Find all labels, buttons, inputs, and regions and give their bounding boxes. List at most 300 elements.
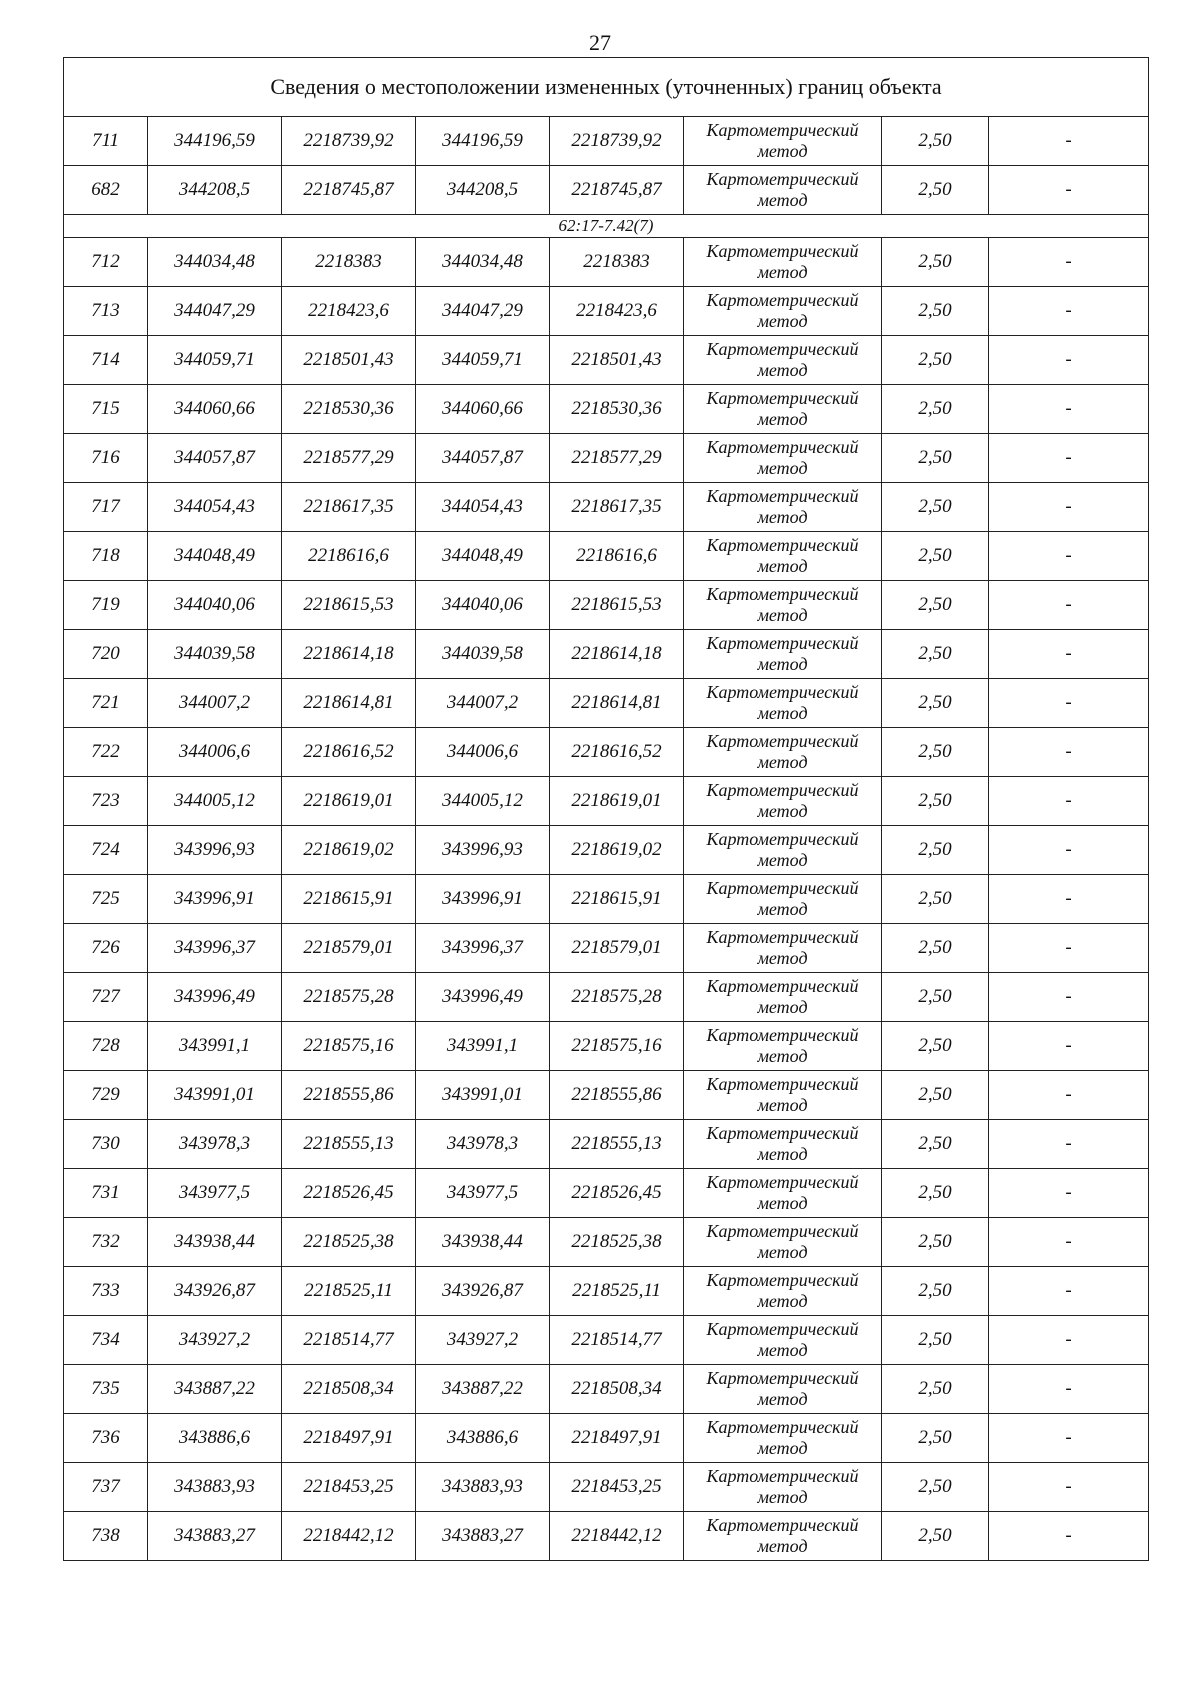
y-existing-cell: 2218739,92	[282, 117, 416, 166]
x-existing-cell: 344060,66	[148, 385, 282, 434]
table-row	[64, 1169, 1149, 1218]
y-existing-cell: 2218619,01	[282, 777, 416, 826]
y-new-cell: 2218555,13	[550, 1120, 684, 1169]
y-existing-cell: 2218508,34	[282, 1365, 416, 1414]
y-existing-cell: 2218530,36	[282, 385, 416, 434]
table-row	[64, 1463, 1149, 1512]
y-new-cell: 2218530,36	[550, 385, 684, 434]
point-number-cell: 726	[64, 924, 148, 973]
method-line2: метод	[757, 360, 808, 380]
x-existing-cell: 344007,2	[148, 679, 282, 728]
x-new-cell: 344006,6	[416, 728, 550, 777]
y-new-cell: 2218423,6	[550, 287, 684, 336]
accuracy-cell: 2,50	[882, 434, 989, 483]
point-number-cell: 735	[64, 1365, 148, 1414]
y-new-cell: 2218508,34	[550, 1365, 684, 1414]
method-line1: Картометрический	[706, 1270, 859, 1290]
y-new-cell: 2218579,01	[550, 924, 684, 973]
x-existing-cell: 344047,29	[148, 287, 282, 336]
method-cell	[684, 166, 882, 215]
accuracy-cell: 2,50	[882, 1512, 989, 1561]
point-number-cell: 729	[64, 1071, 148, 1120]
accuracy-cell: 2,50	[882, 287, 989, 336]
method-line1: Картометрический	[706, 120, 859, 140]
x-new-cell: 343996,37	[416, 924, 550, 973]
note-cell: -	[989, 1316, 1149, 1365]
y-existing-cell: 2218497,91	[282, 1414, 416, 1463]
method-cell	[684, 924, 882, 973]
point-number-cell: 738	[64, 1512, 148, 1561]
x-new-cell: 344196,59	[416, 117, 550, 166]
note-cell: -	[989, 1414, 1149, 1463]
y-new-cell: 2218497,91	[550, 1414, 684, 1463]
method-line2: метод	[757, 997, 808, 1017]
accuracy-cell: 2,50	[882, 1267, 989, 1316]
method-cell	[684, 385, 882, 434]
y-new-cell: 2218614,81	[550, 679, 684, 728]
x-new-cell: 343927,2	[416, 1316, 550, 1365]
y-existing-cell: 2218615,91	[282, 875, 416, 924]
x-new-cell: 343991,1	[416, 1022, 550, 1071]
group-label: 62:17-7.42(7)	[64, 215, 1149, 238]
accuracy-cell: 2,50	[882, 385, 989, 434]
point-number-cell: 733	[64, 1267, 148, 1316]
method-cell	[684, 1169, 882, 1218]
note-cell: -	[989, 875, 1149, 924]
method-line2: метод	[757, 190, 808, 210]
x-new-cell: 344060,66	[416, 385, 550, 434]
method-line2: метод	[757, 654, 808, 674]
accuracy-cell: 2,50	[882, 679, 989, 728]
x-existing-cell: 344006,6	[148, 728, 282, 777]
method-cell	[684, 117, 882, 166]
accuracy-cell: 2,50	[882, 777, 989, 826]
point-number-cell: 682	[64, 166, 148, 215]
method-cell	[684, 1267, 882, 1316]
accuracy-cell: 2,50	[882, 1218, 989, 1267]
y-existing-cell: 2218614,18	[282, 630, 416, 679]
method-line2: метод	[757, 507, 808, 527]
method-cell	[684, 875, 882, 924]
method-cell	[684, 1512, 882, 1561]
x-new-cell: 343883,93	[416, 1463, 550, 1512]
accuracy-cell: 2,50	[882, 1169, 989, 1218]
method-line1: Картометрический	[706, 339, 859, 359]
method-line1: Картометрический	[706, 535, 859, 555]
method-cell	[684, 777, 882, 826]
note-cell: -	[989, 336, 1149, 385]
table-row	[64, 679, 1149, 728]
point-number-cell: 734	[64, 1316, 148, 1365]
y-new-cell: 2218442,12	[550, 1512, 684, 1561]
method-line2: метод	[757, 801, 808, 821]
point-number-cell: 723	[64, 777, 148, 826]
point-number-cell: 718	[64, 532, 148, 581]
method-cell	[684, 728, 882, 777]
method-line1: Картометрический	[706, 1466, 859, 1486]
method-line2: метод	[757, 1242, 808, 1262]
note-cell: -	[989, 777, 1149, 826]
note-cell: -	[989, 166, 1149, 215]
x-existing-cell: 343991,1	[148, 1022, 282, 1071]
method-line2: метод	[757, 262, 808, 282]
accuracy-cell: 2,50	[882, 728, 989, 777]
table-row	[64, 1512, 1149, 1561]
method-line1: Картометрический	[706, 780, 859, 800]
x-new-cell: 343996,49	[416, 973, 550, 1022]
method-line2: метод	[757, 899, 808, 919]
x-new-cell: 343978,3	[416, 1120, 550, 1169]
x-new-cell: 343938,44	[416, 1218, 550, 1267]
table-row	[64, 1120, 1149, 1169]
x-existing-cell: 343978,3	[148, 1120, 282, 1169]
accuracy-cell: 2,50	[882, 1120, 989, 1169]
x-new-cell: 344208,5	[416, 166, 550, 215]
method-line1: Картометрический	[706, 1172, 859, 1192]
x-existing-cell: 343996,91	[148, 875, 282, 924]
method-line2: метод	[757, 1144, 808, 1164]
note-cell: -	[989, 117, 1149, 166]
method-cell	[684, 1022, 882, 1071]
point-number-cell: 714	[64, 336, 148, 385]
x-existing-cell: 344057,87	[148, 434, 282, 483]
method-line1: Картометрический	[706, 290, 859, 310]
x-existing-cell: 344039,58	[148, 630, 282, 679]
method-line1: Картометрический	[706, 1319, 859, 1339]
method-line1: Картометрический	[706, 731, 859, 751]
y-existing-cell: 2218619,02	[282, 826, 416, 875]
table-row	[64, 826, 1149, 875]
x-new-cell: 344059,71	[416, 336, 550, 385]
accuracy-cell: 2,50	[882, 924, 989, 973]
method-line1: Картометрический	[706, 1025, 859, 1045]
table-row	[64, 973, 1149, 1022]
y-new-cell: 2218616,52	[550, 728, 684, 777]
accuracy-cell: 2,50	[882, 875, 989, 924]
y-new-cell: 2218383	[550, 238, 684, 287]
table-row	[64, 166, 1149, 215]
y-existing-cell: 2218575,16	[282, 1022, 416, 1071]
accuracy-cell: 2,50	[882, 973, 989, 1022]
method-cell	[684, 581, 882, 630]
y-existing-cell: 2218555,86	[282, 1071, 416, 1120]
y-existing-cell: 2218501,43	[282, 336, 416, 385]
x-existing-cell: 343991,01	[148, 1071, 282, 1120]
x-new-cell: 344040,06	[416, 581, 550, 630]
y-existing-cell: 2218579,01	[282, 924, 416, 973]
y-existing-cell: 2218616,52	[282, 728, 416, 777]
point-number-cell: 722	[64, 728, 148, 777]
method-line2: метод	[757, 141, 808, 161]
x-existing-cell: 344059,71	[148, 336, 282, 385]
x-existing-cell: 343887,22	[148, 1365, 282, 1414]
note-cell: -	[989, 532, 1149, 581]
accuracy-cell: 2,50	[882, 336, 989, 385]
point-number-cell: 721	[64, 679, 148, 728]
method-line2: метод	[757, 1046, 808, 1066]
x-new-cell: 344039,58	[416, 630, 550, 679]
accuracy-cell: 2,50	[882, 1071, 989, 1120]
method-line2: метод	[757, 1536, 808, 1556]
method-line1: Картометрический	[706, 878, 859, 898]
note-cell: -	[989, 1022, 1149, 1071]
x-new-cell: 343996,91	[416, 875, 550, 924]
x-existing-cell: 343938,44	[148, 1218, 282, 1267]
x-new-cell: 343883,27	[416, 1512, 550, 1561]
y-existing-cell: 2218423,6	[282, 287, 416, 336]
point-number-cell: 728	[64, 1022, 148, 1071]
point-number-cell: 727	[64, 973, 148, 1022]
x-new-cell: 344048,49	[416, 532, 550, 581]
method-cell	[684, 532, 882, 581]
y-existing-cell: 2218526,45	[282, 1169, 416, 1218]
note-cell: -	[989, 1512, 1149, 1561]
y-new-cell: 2218615,53	[550, 581, 684, 630]
table-row	[64, 1365, 1149, 1414]
x-new-cell: 343996,93	[416, 826, 550, 875]
method-cell	[684, 1463, 882, 1512]
point-number-cell: 712	[64, 238, 148, 287]
table-row	[64, 483, 1149, 532]
table-row	[64, 924, 1149, 973]
method-line2: метод	[757, 752, 808, 772]
method-cell	[684, 826, 882, 875]
note-cell: -	[989, 679, 1149, 728]
x-existing-cell: 343883,27	[148, 1512, 282, 1561]
note-cell: -	[989, 385, 1149, 434]
y-new-cell: 2218525,11	[550, 1267, 684, 1316]
point-number-cell: 732	[64, 1218, 148, 1267]
method-cell	[684, 1218, 882, 1267]
y-new-cell: 2218616,6	[550, 532, 684, 581]
table-title: Сведения о местоположении измененных (уточненных) границ объекта	[64, 58, 1149, 117]
accuracy-cell: 2,50	[882, 117, 989, 166]
table-row	[64, 875, 1149, 924]
point-number-cell: 717	[64, 483, 148, 532]
note-cell: -	[989, 728, 1149, 777]
y-new-cell: 2218575,16	[550, 1022, 684, 1071]
x-new-cell: 344005,12	[416, 777, 550, 826]
y-new-cell: 2218501,43	[550, 336, 684, 385]
x-existing-cell: 343996,93	[148, 826, 282, 875]
method-cell	[684, 336, 882, 385]
method-line1: Картометрический	[706, 633, 859, 653]
x-new-cell: 343886,6	[416, 1414, 550, 1463]
x-existing-cell: 344054,43	[148, 483, 282, 532]
y-new-cell: 2218555,86	[550, 1071, 684, 1120]
x-existing-cell: 344005,12	[148, 777, 282, 826]
method-line2: метод	[757, 409, 808, 429]
method-line1: Картометрический	[706, 1368, 859, 1388]
note-cell: -	[989, 630, 1149, 679]
method-line2: метод	[757, 311, 808, 331]
method-line2: метод	[757, 605, 808, 625]
x-new-cell: 344054,43	[416, 483, 550, 532]
method-line2: метод	[757, 1389, 808, 1409]
point-number-cell: 730	[64, 1120, 148, 1169]
table-row	[64, 581, 1149, 630]
method-line1: Картометрический	[706, 927, 859, 947]
accuracy-cell: 2,50	[882, 238, 989, 287]
method-line1: Картометрический	[706, 486, 859, 506]
method-line2: метод	[757, 1193, 808, 1213]
accuracy-cell: 2,50	[882, 1316, 989, 1365]
method-cell	[684, 287, 882, 336]
x-existing-cell: 343927,2	[148, 1316, 282, 1365]
y-existing-cell: 2218383	[282, 238, 416, 287]
method-line1: Картометрический	[706, 241, 859, 261]
method-line2: метод	[757, 1487, 808, 1507]
y-new-cell: 2218739,92	[550, 117, 684, 166]
table-row	[64, 1414, 1149, 1463]
point-number-cell: 736	[64, 1414, 148, 1463]
y-new-cell: 2218614,18	[550, 630, 684, 679]
y-new-cell: 2218615,91	[550, 875, 684, 924]
method-line2: метод	[757, 458, 808, 478]
x-new-cell: 343926,87	[416, 1267, 550, 1316]
point-number-cell: 724	[64, 826, 148, 875]
method-line1: Картометрический	[706, 1417, 859, 1437]
note-cell: -	[989, 973, 1149, 1022]
method-cell	[684, 1414, 882, 1463]
x-new-cell: 343887,22	[416, 1365, 550, 1414]
x-existing-cell: 344196,59	[148, 117, 282, 166]
accuracy-cell: 2,50	[882, 581, 989, 630]
accuracy-cell: 2,50	[882, 1022, 989, 1071]
y-existing-cell: 2218453,25	[282, 1463, 416, 1512]
method-line2: метод	[757, 1291, 808, 1311]
method-line1: Картометрический	[706, 829, 859, 849]
x-existing-cell: 343996,37	[148, 924, 282, 973]
y-new-cell: 2218514,77	[550, 1316, 684, 1365]
method-cell	[684, 238, 882, 287]
note-cell: -	[989, 287, 1149, 336]
method-line1: Картометрический	[706, 1221, 859, 1241]
method-line2: метод	[757, 1340, 808, 1360]
method-cell	[684, 679, 882, 728]
point-number-cell: 716	[64, 434, 148, 483]
table-row	[64, 336, 1149, 385]
y-existing-cell: 2218555,13	[282, 1120, 416, 1169]
method-line1: Картометрический	[706, 169, 859, 189]
note-cell: -	[989, 434, 1149, 483]
y-existing-cell: 2218525,38	[282, 1218, 416, 1267]
method-line1: Картометрический	[706, 1515, 859, 1535]
x-new-cell: 344057,87	[416, 434, 550, 483]
table-row	[64, 117, 1149, 166]
y-new-cell: 2218575,28	[550, 973, 684, 1022]
method-cell	[684, 1316, 882, 1365]
note-cell: -	[989, 483, 1149, 532]
accuracy-cell: 2,50	[882, 826, 989, 875]
accuracy-cell: 2,50	[882, 630, 989, 679]
x-new-cell: 344047,29	[416, 287, 550, 336]
x-existing-cell: 344208,5	[148, 166, 282, 215]
note-cell: -	[989, 1365, 1149, 1414]
accuracy-cell: 2,50	[882, 532, 989, 581]
accuracy-cell: 2,50	[882, 166, 989, 215]
note-cell: -	[989, 924, 1149, 973]
table-row	[64, 728, 1149, 777]
method-line2: метод	[757, 1095, 808, 1115]
point-number-cell: 719	[64, 581, 148, 630]
accuracy-cell: 2,50	[882, 1414, 989, 1463]
note-cell: -	[989, 238, 1149, 287]
method-cell	[684, 483, 882, 532]
y-existing-cell: 2218745,87	[282, 166, 416, 215]
table-row	[64, 532, 1149, 581]
method-line1: Картометрический	[706, 1123, 859, 1143]
point-number-cell: 720	[64, 630, 148, 679]
y-existing-cell: 2218614,81	[282, 679, 416, 728]
y-existing-cell: 2218616,6	[282, 532, 416, 581]
note-cell: -	[989, 581, 1149, 630]
x-existing-cell: 344034,48	[148, 238, 282, 287]
accuracy-cell: 2,50	[882, 1365, 989, 1414]
note-cell: -	[989, 1463, 1149, 1512]
method-cell	[684, 1120, 882, 1169]
method-line2: метод	[757, 1438, 808, 1458]
y-existing-cell: 2218525,11	[282, 1267, 416, 1316]
y-new-cell: 2218577,29	[550, 434, 684, 483]
method-cell	[684, 434, 882, 483]
y-existing-cell: 2218615,53	[282, 581, 416, 630]
method-line2: метод	[757, 703, 808, 723]
x-new-cell: 343977,5	[416, 1169, 550, 1218]
table-row	[64, 238, 1149, 287]
y-new-cell: 2218619,01	[550, 777, 684, 826]
y-new-cell: 2218619,02	[550, 826, 684, 875]
table-title-row	[64, 58, 1149, 117]
y-existing-cell: 2218575,28	[282, 973, 416, 1022]
table-row	[64, 630, 1149, 679]
table-row	[64, 434, 1149, 483]
y-new-cell: 2218745,87	[550, 166, 684, 215]
note-cell: -	[989, 1169, 1149, 1218]
method-cell	[684, 973, 882, 1022]
note-cell: -	[989, 1120, 1149, 1169]
method-line2: метод	[757, 556, 808, 576]
table-row	[64, 1071, 1149, 1120]
table-row	[64, 385, 1149, 434]
group-label-row	[64, 215, 1149, 238]
point-number-cell: 711	[64, 117, 148, 166]
method-line1: Картометрический	[706, 388, 859, 408]
point-number-cell: 713	[64, 287, 148, 336]
x-existing-cell: 343886,6	[148, 1414, 282, 1463]
x-existing-cell: 343996,49	[148, 973, 282, 1022]
page-number: 27	[589, 30, 611, 55]
note-cell: -	[989, 826, 1149, 875]
x-new-cell: 344007,2	[416, 679, 550, 728]
y-existing-cell: 2218617,35	[282, 483, 416, 532]
x-new-cell: 344034,48	[416, 238, 550, 287]
y-existing-cell: 2218577,29	[282, 434, 416, 483]
y-new-cell: 2218525,38	[550, 1218, 684, 1267]
method-line1: Картометрический	[706, 437, 859, 457]
x-existing-cell: 343926,87	[148, 1267, 282, 1316]
note-cell: -	[989, 1071, 1149, 1120]
y-new-cell: 2218617,35	[550, 483, 684, 532]
method-line1: Картометрический	[706, 682, 859, 702]
table-row	[64, 1218, 1149, 1267]
table-row	[64, 777, 1149, 826]
x-existing-cell: 343977,5	[148, 1169, 282, 1218]
method-line1: Картометрический	[706, 584, 859, 604]
accuracy-cell: 2,50	[882, 1463, 989, 1512]
method-cell	[684, 1365, 882, 1414]
method-cell	[684, 1071, 882, 1120]
